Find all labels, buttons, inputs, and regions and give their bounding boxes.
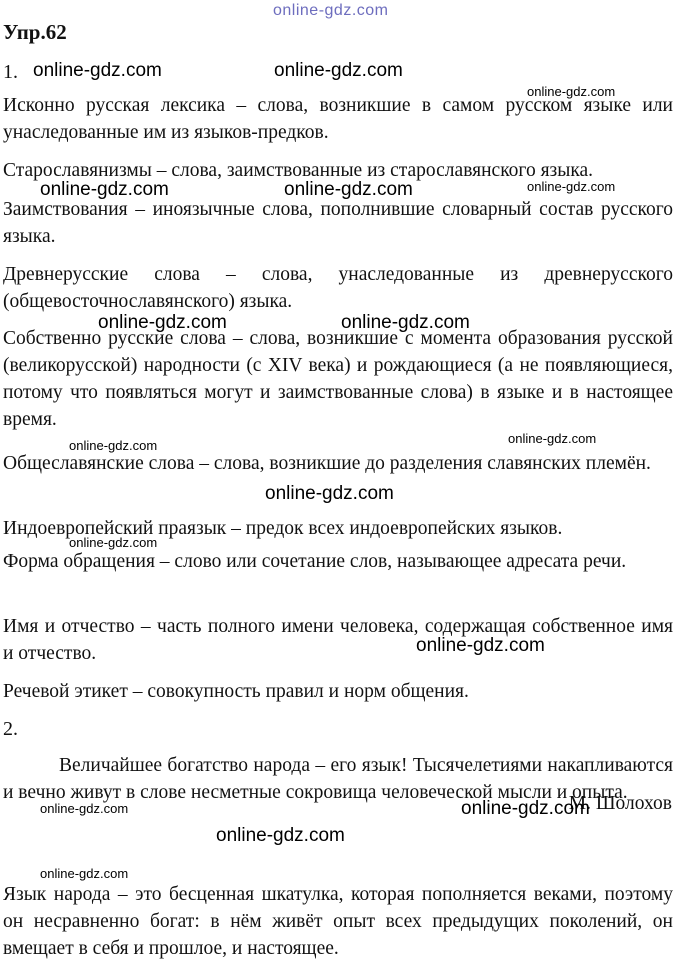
watermark: online-gdz.com bbox=[216, 825, 345, 846]
definition-form-of-address: Форма обращения – слово или сочетание слов, называющее адресата речи. bbox=[3, 551, 627, 572]
watermark: online-gdz.com bbox=[341, 312, 470, 333]
section-1-number: 1. bbox=[3, 61, 18, 83]
definition-proper-russian-words: Собственно русские слова – слова, возникшие с момента образования русской (великорусской) народности (с XIV века) и рождающиеся (а не появляющиеся, потому что появляться могут и заимствованные слова) в языке и в настоящее время. bbox=[3, 328, 673, 430]
definition-old-slavonicisms: Старославянизмы – слова, заимствованные из старославянского языка. bbox=[3, 160, 594, 181]
definition-old-russian-words: Древнерусские слова – слова, унаследованные из древнерусского (общевосточнославянского) языка. bbox=[3, 264, 673, 312]
definition-native-russian: Исконно русская лексика – слова, возникшие в самом русском языке или унаследованные им из языков-предков. bbox=[3, 95, 673, 143]
definition-common-slavic-words: Общеславянские слова – слова, возникшие до разделения славянских племён. bbox=[3, 453, 651, 474]
quote-author: М. Шолохов bbox=[568, 793, 672, 814]
header-watermark: online-gdz.com bbox=[273, 2, 389, 19]
watermark: online-gdz.com bbox=[416, 635, 545, 656]
definition-speech-etiquette: Речевой этикет – совокупность правил и норм общения. bbox=[3, 681, 469, 702]
definition-proto-indo-european: Индоевропейский праязык – предок всех индоевропейских языков. bbox=[3, 518, 563, 539]
quote-text: Величайшее богатство народа – его язык! Тысячелетиями накапливаются и вечно живут в слове несметные сокровища человеческой мысли и опыта. bbox=[3, 755, 673, 803]
watermark: online-gdz.com bbox=[284, 179, 413, 200]
watermark: online-gdz.com bbox=[69, 535, 158, 550]
watermark: online-gdz.com bbox=[527, 179, 616, 194]
watermark: online-gdz.com bbox=[33, 60, 162, 81]
watermark: online-gdz.com bbox=[274, 60, 403, 81]
definition-name-patronymic: Имя и отчество – часть полного имени человека, содержащая собственное имя и отчество. bbox=[3, 616, 673, 664]
section-2-number: 2. bbox=[3, 718, 18, 740]
watermark: online-gdz.com bbox=[40, 179, 169, 200]
watermark: online-gdz.com bbox=[508, 431, 597, 446]
definition-borrowings: Заимствования – иноязычные слова, пополнившие словарный состав русского языка. bbox=[3, 199, 673, 247]
watermark: online-gdz.com bbox=[69, 438, 158, 453]
exercise-title: Упр.62 bbox=[3, 20, 67, 44]
watermark: online-gdz.com bbox=[527, 84, 616, 99]
watermark: online-gdz.com bbox=[98, 312, 227, 333]
essay-text: Язык народа – это бесценная шкатулка, которая пополняется веками, поэтому он несравненно богат: в нём живёт опыт всех предыдущих поколений, он вмещает в себя и прошлое, и настоящее. bbox=[3, 884, 673, 959]
watermark: online-gdz.com bbox=[265, 483, 394, 504]
watermark: online-gdz.com bbox=[40, 801, 129, 816]
watermark: online-gdz.com bbox=[461, 798, 590, 819]
watermark: online-gdz.com bbox=[40, 866, 129, 881]
